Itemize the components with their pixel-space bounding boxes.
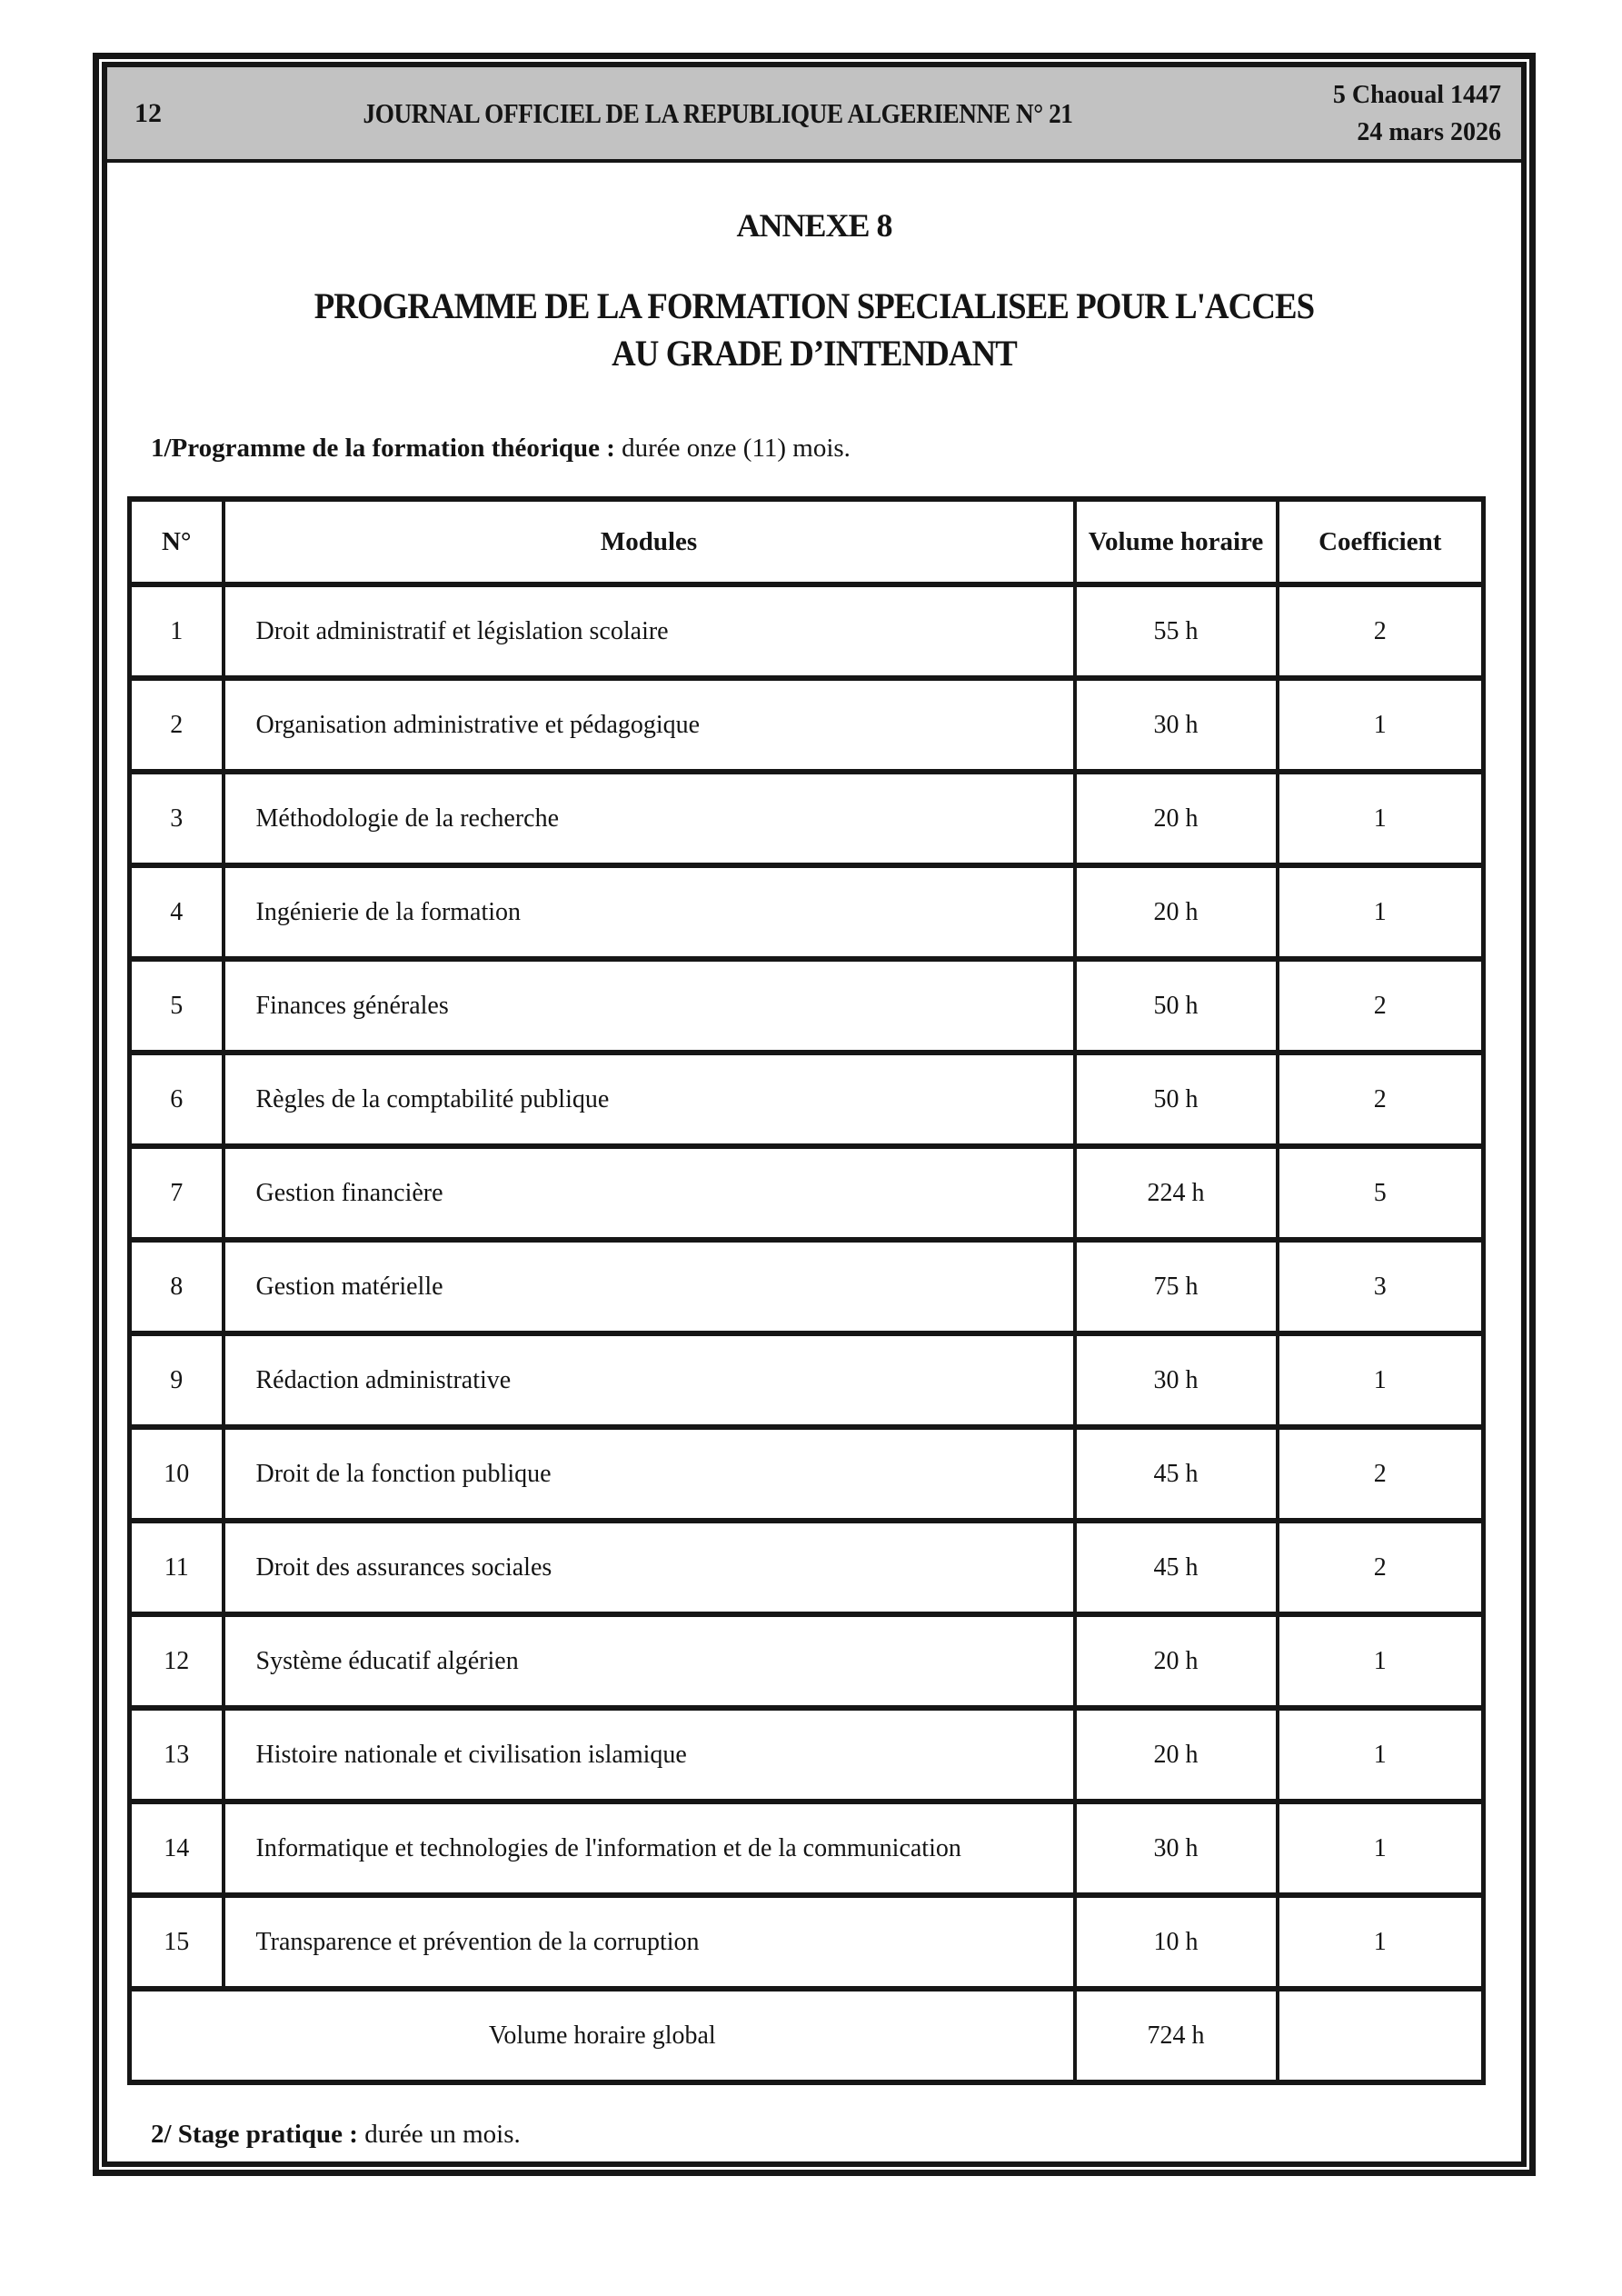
header-coefficient: Coefficient bbox=[1278, 499, 1484, 584]
table-row bbox=[130, 959, 1484, 1053]
table-row bbox=[130, 1708, 1484, 1802]
cell-n: 10 bbox=[130, 1427, 224, 1521]
cell-module: Organisation administrative et pédagogique bbox=[224, 678, 1075, 772]
cell-volume: 30 h bbox=[1075, 1333, 1278, 1427]
cell-volume: 45 h bbox=[1075, 1521, 1278, 1614]
cell-module: Ingénierie de la formation bbox=[224, 865, 1075, 959]
total-volume-cell: 724 h bbox=[1075, 1989, 1278, 2082]
annexe-title: ANNEXE 8 bbox=[736, 207, 892, 244]
header-n: N° bbox=[130, 499, 224, 584]
cell-coefficient: 1 bbox=[1278, 772, 1484, 865]
table-row bbox=[130, 865, 1484, 959]
cell-n: 1 bbox=[130, 584, 224, 678]
section-stage-text: durée un mois. bbox=[364, 2120, 521, 2149]
cell-module: Règles de la comptabilité publique bbox=[224, 1053, 1075, 1146]
cell-coefficient: 1 bbox=[1278, 678, 1484, 772]
cell-n: 3 bbox=[130, 772, 224, 865]
cell-coefficient: 2 bbox=[1278, 1053, 1484, 1146]
section-theorique-text: durée onze (11) mois. bbox=[622, 434, 851, 463]
table-row bbox=[130, 1427, 1484, 1521]
cell-volume: 55 h bbox=[1075, 584, 1278, 678]
cell-module: Système éducatif algérien bbox=[224, 1614, 1075, 1708]
table-row bbox=[130, 1895, 1484, 1989]
cell-coefficient: 1 bbox=[1278, 1802, 1484, 1895]
section-theorique-label: 1/Programme de la formation théorique : bbox=[151, 434, 615, 463]
cell-volume: 224 h bbox=[1075, 1146, 1278, 1240]
table-row bbox=[130, 1240, 1484, 1333]
page-content bbox=[107, 163, 1521, 2161]
cell-coefficient: 5 bbox=[1278, 1146, 1484, 1240]
table-row bbox=[130, 678, 1484, 772]
header-volume: Volume horaire bbox=[1075, 499, 1278, 584]
cell-n: 14 bbox=[130, 1802, 224, 1895]
table-row bbox=[130, 1521, 1484, 1614]
page-header-bar bbox=[107, 67, 1521, 163]
cell-coefficient: 1 bbox=[1278, 1895, 1484, 1989]
cell-volume: 30 h bbox=[1075, 678, 1278, 772]
cell-n: 6 bbox=[130, 1053, 224, 1146]
cell-n: 11 bbox=[130, 1521, 224, 1614]
cell-volume: 10 h bbox=[1075, 1895, 1278, 1989]
date-gregorian: 24 mars 2026 bbox=[1357, 117, 1501, 146]
table-row bbox=[130, 772, 1484, 865]
modules-table-body bbox=[130, 584, 1484, 2082]
page-number: 12 bbox=[134, 97, 162, 128]
cell-volume: 20 h bbox=[1075, 1614, 1278, 1708]
cell-volume: 20 h bbox=[1075, 865, 1278, 959]
cell-module: Transparence et prévention de la corruption bbox=[224, 1895, 1075, 1989]
modules-table bbox=[127, 496, 1486, 2085]
cell-n: 9 bbox=[130, 1333, 224, 1427]
header-modules: Modules bbox=[224, 499, 1075, 584]
cell-module: Méthodologie de la recherche bbox=[224, 772, 1075, 865]
cell-coefficient: 2 bbox=[1278, 959, 1484, 1053]
cell-n: 12 bbox=[130, 1614, 224, 1708]
cell-n: 15 bbox=[130, 1895, 224, 1989]
cell-n: 5 bbox=[130, 959, 224, 1053]
cell-coefficient: 1 bbox=[1278, 1333, 1484, 1427]
cell-n: 4 bbox=[130, 865, 224, 959]
cell-module: Histoire nationale et civilisation islamique bbox=[224, 1708, 1075, 1802]
program-title-line1: PROGRAMME DE LA FORMATION SPECIALISEE POUR L'ACCES bbox=[313, 285, 1315, 326]
cell-volume: 20 h bbox=[1075, 772, 1278, 865]
cell-n: 8 bbox=[130, 1240, 224, 1333]
total-empty-cell bbox=[1278, 1989, 1484, 2082]
cell-volume: 30 h bbox=[1075, 1802, 1278, 1895]
cell-module: Finances générales bbox=[224, 959, 1075, 1053]
date-hijri: 5 Chaoual 1447 bbox=[1332, 80, 1501, 109]
cell-module: Informatique et technologies de l'information et de la communication bbox=[224, 1802, 1075, 1895]
program-title-line2: AU GRADE D’INTENDANT bbox=[612, 333, 1017, 374]
section-stage bbox=[151, 2120, 1521, 2150]
cell-volume: 20 h bbox=[1075, 1708, 1278, 1802]
cell-volume: 50 h bbox=[1075, 959, 1278, 1053]
cell-volume: 75 h bbox=[1075, 1240, 1278, 1333]
table-row bbox=[130, 1333, 1484, 1427]
journal-dates bbox=[1201, 76, 1521, 151]
cell-module: Gestion matérielle bbox=[224, 1240, 1075, 1333]
cell-coefficient: 1 bbox=[1278, 1708, 1484, 1802]
cell-module: Droit administratif et législation scolaire bbox=[224, 584, 1075, 678]
total-row bbox=[130, 1989, 1484, 2082]
table-row bbox=[130, 1053, 1484, 1146]
table-row bbox=[130, 584, 1484, 678]
cell-n: 2 bbox=[130, 678, 224, 772]
journal-title: JOURNAL OFFICIEL DE LA REPUBLIQUE ALGERIENNE N° 21 bbox=[363, 96, 1073, 129]
cell-module: Droit de la fonction publique bbox=[224, 1427, 1075, 1521]
table-row bbox=[130, 1802, 1484, 1895]
cell-n: 13 bbox=[130, 1708, 224, 1802]
cell-coefficient: 2 bbox=[1278, 1521, 1484, 1614]
page-frame bbox=[93, 53, 1536, 2176]
table-header-row bbox=[130, 499, 1484, 584]
cell-module: Droit des assurances sociales bbox=[224, 1521, 1075, 1614]
program-title bbox=[164, 283, 1465, 377]
cell-coefficient: 3 bbox=[1278, 1240, 1484, 1333]
cell-coefficient: 2 bbox=[1278, 1427, 1484, 1521]
cell-coefficient: 2 bbox=[1278, 584, 1484, 678]
cell-coefficient: 1 bbox=[1278, 865, 1484, 959]
total-label-cell: Volume horaire global bbox=[130, 1989, 1075, 2082]
cell-n: 7 bbox=[130, 1146, 224, 1240]
section-stage-label: 2/ Stage pratique : bbox=[151, 2120, 358, 2149]
table-row bbox=[130, 1614, 1484, 1708]
table-row bbox=[130, 1146, 1484, 1240]
cell-module: Gestion financière bbox=[224, 1146, 1075, 1240]
page-frame-inner bbox=[102, 62, 1527, 2167]
cell-coefficient: 1 bbox=[1278, 1614, 1484, 1708]
cell-module: Rédaction administrative bbox=[224, 1333, 1075, 1427]
cell-volume: 45 h bbox=[1075, 1427, 1278, 1521]
cell-volume: 50 h bbox=[1075, 1053, 1278, 1146]
section-theorique bbox=[151, 434, 1521, 464]
